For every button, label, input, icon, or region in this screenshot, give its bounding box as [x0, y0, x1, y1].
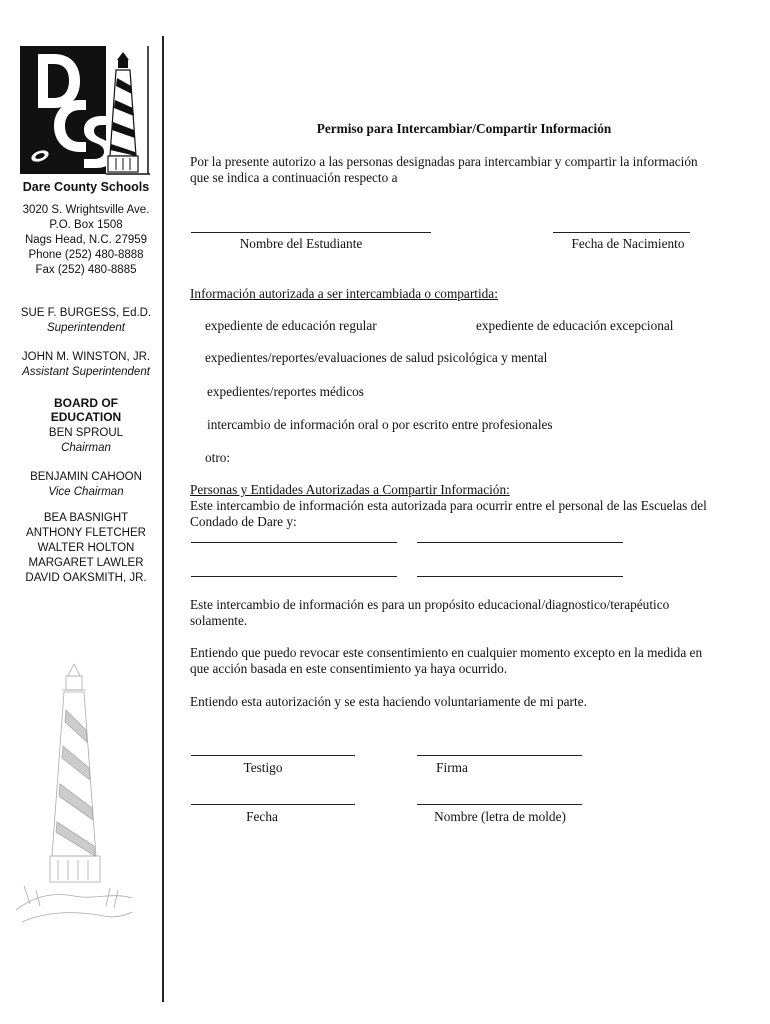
fax-line: Fax (252) 480-8885 [35, 264, 137, 276]
witness-label: Testigo [243, 760, 283, 775]
print-name-label: Nombre (letra de molde) [434, 809, 566, 824]
address-line: Nags Head, N.C. 27959 [24, 234, 148, 246]
option-medical[interactable]: expedientes/reportes médicos [207, 384, 364, 399]
board-member: ANTHONY FLETCHER [26, 527, 146, 539]
board-member: BEA BASNIGHT [43, 512, 129, 524]
superintendent-title: Superintendent [46, 322, 125, 334]
purpose-line-1: Este intercambio de información es para un propósito educacional/diagnostico/terapéutico [190, 597, 670, 612]
assistant-title: Assistant Superintendent [22, 366, 150, 378]
dob-label: Fecha de Nacimiento [571, 236, 685, 251]
persons-line-1: Este intercambio de información esta autorizada para ocurrir entre el personal de las Escuelas del [190, 498, 707, 513]
purpose-line-2: solamente. [190, 613, 248, 628]
lighthouse-sketch-icon [14, 660, 134, 940]
student-name-field[interactable] [191, 232, 431, 233]
date-field[interactable] [191, 804, 355, 805]
document-title: Permiso para Intercambiar/Compartir Información [316, 121, 612, 136]
intro-line-1: Por la presente autorizo a las personas designadas para intercambiar y compartir la información [190, 154, 698, 169]
authorized-party-field[interactable] [417, 576, 623, 577]
option-exceptional[interactable]: expediente de educación excepcional [476, 318, 674, 333]
phone-line: Phone (252) 480-8888 [28, 249, 144, 261]
address-line: 3020 S. Wrightsville Ave. [22, 204, 150, 216]
intro-line-2: que se indica a continuación respecto a [190, 170, 398, 185]
chairman-title: Chairman [61, 442, 111, 454]
board-heading: BOARD OF EDUCATION [50, 396, 122, 424]
print-name-field[interactable] [417, 804, 582, 805]
address-line: P.O. Box 1508 [49, 219, 123, 231]
board-member: DAVID OAKSMITH, JR. [25, 572, 147, 584]
voluntary-statement: Entiendo esta autorización y se esta haciendo voluntariamente de mi parte. [190, 694, 587, 709]
student-name-label: Nombre del Estudiante [239, 236, 363, 251]
dob-field[interactable] [553, 232, 690, 233]
vertical-divider [162, 36, 164, 1002]
chairman-name: BEN SPROUL [48, 427, 124, 439]
option-oral[interactable]: intercambio de información oral o por escrito entre profesionales [207, 417, 553, 432]
persons-line-2: Condado de Dare y: [190, 514, 297, 529]
board-member: MARGARET LAWLER [28, 557, 144, 569]
dcs-logo [20, 46, 152, 176]
witness-signature-field[interactable] [191, 755, 355, 756]
superintendent-name: SUE F. BURGESS, Ed.D. [20, 307, 152, 319]
option-other[interactable]: otro: [205, 450, 231, 465]
authorized-party-field[interactable] [417, 542, 623, 543]
info-heading: Información autorizada a ser intercambiada o compartida: [190, 286, 498, 301]
authorized-party-field[interactable] [191, 542, 397, 543]
assistant-name: JOHN M. WINSTON, JR. [21, 351, 151, 363]
district-name: Dare County Schools [22, 180, 150, 194]
board-member: WALTER HOLTON [37, 542, 135, 554]
option-regular[interactable]: expediente de educación regular [205, 318, 377, 333]
signature-label: Firma [436, 760, 468, 775]
option-health[interactable]: expedientes/reportes/evaluaciones de salud psicológica y mental [205, 350, 548, 365]
revoke-line-2: que acción basada en este consentimiento ya haya ocurrido. [190, 661, 508, 676]
date-label: Fecha [246, 809, 278, 824]
authorized-party-field[interactable] [191, 576, 397, 577]
signature-field[interactable] [417, 755, 582, 756]
revoke-line-1: Entiendo que puedo revocar este consentimiento en cualquier momento excepto en la medida en [190, 645, 703, 660]
persons-heading: Personas y Entidades Autorizadas a Compartir Información: [190, 482, 510, 497]
vice-chairman-title: Vice Chairman [48, 486, 124, 498]
vice-chairman-name: BENJAMIN CAHOON [30, 471, 142, 483]
